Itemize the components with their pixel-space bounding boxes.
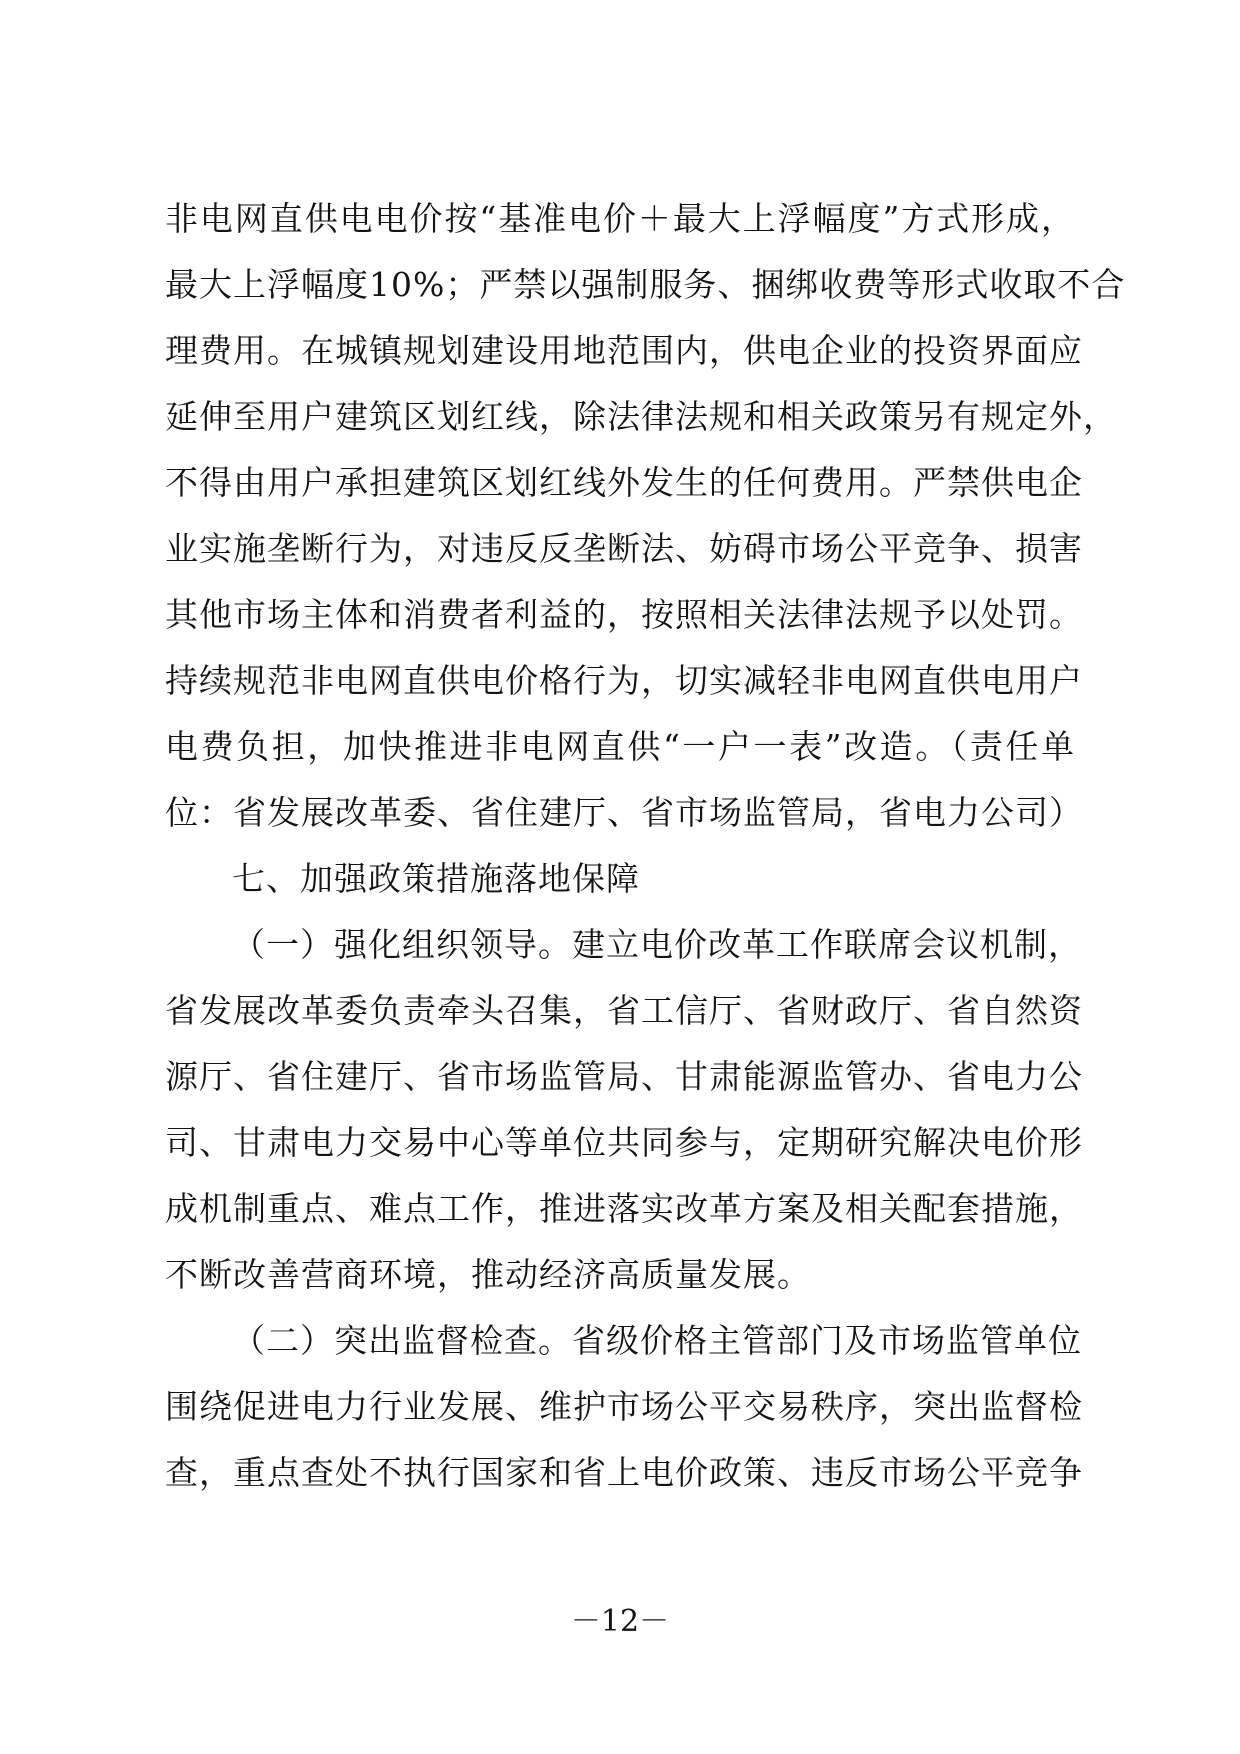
body-line-2: 最大上浮幅度10%；严禁以强制服务、捆绑收费等形式收取不合 xyxy=(165,265,1126,304)
subsection-2-line-3: 查，重点查处不执行国家和省上电价政策、违反市场公平竞争 xyxy=(165,1453,1083,1492)
subsection-2-line-2: 围绕促进电力行业发展、维护市场公平交易秩序，突出监督检 xyxy=(165,1387,1083,1426)
body-line-10: 位：省发展改革委、省住建厅、省市场监管局，省电力公司） xyxy=(165,793,1083,832)
body-line-7: 其他市场主体和消费者利益的，按照相关法律法规予以处罚。 xyxy=(165,595,1083,634)
subsection-1-line-1: （一）强化组织领导。建立电价改革工作联席会议机制， xyxy=(232,925,1082,964)
body-line-8: 持续规范非电网直供电价格行为，切实减轻非电网直供电用户 xyxy=(165,661,1083,700)
section-heading-7: 七、加强政策措施落地保障 xyxy=(232,859,640,898)
subsection-1-line-6: 不断改善营商环境，推动经济高质量发展。 xyxy=(165,1255,811,1294)
page-number: －12－ xyxy=(570,1604,670,1639)
body-line-4: 延伸至用户建筑区划红线，除法律法规和相关政策另有规定外， xyxy=(165,397,1117,436)
body-line-5: 不得由用户承担建筑区划红线外发生的任何费用。严禁供电企 xyxy=(165,463,1083,502)
subsection-1-line-3: 源厅、省住建厅、省市场监管局、甘肃能源监管办、省电力公 xyxy=(165,1057,1083,1096)
body-line-1: 非电网直供电电价按“基准电价＋最大上浮幅度”方式形成， xyxy=(165,199,1075,238)
subsection-1-line-5: 成机制重点、难点工作，推进落实改革方案及相关配套措施， xyxy=(165,1189,1083,1228)
body-line-9: 电费负担，加快推进非电网直供“一户一表”改造。（责任单 xyxy=(165,727,1075,766)
body-line-3: 理费用。在城镇规划建设用地范围内，供电企业的投资界面应 xyxy=(165,331,1083,370)
subsection-1-line-4: 司、甘肃电力交易中心等单位共同参与，定期研究解决电价形 xyxy=(165,1123,1083,1162)
subsection-1-line-2: 省发展改革委负责牵头召集，省工信厅、省财政厅、省自然资 xyxy=(165,991,1083,1030)
subsection-2-line-1: （二）突出监督检查。省级价格主管部门及市场监管单位 xyxy=(232,1321,1082,1360)
body-line-6: 业实施垄断行为，对违反反垄断法、妨碍市场公平竞争、损害 xyxy=(165,529,1083,568)
